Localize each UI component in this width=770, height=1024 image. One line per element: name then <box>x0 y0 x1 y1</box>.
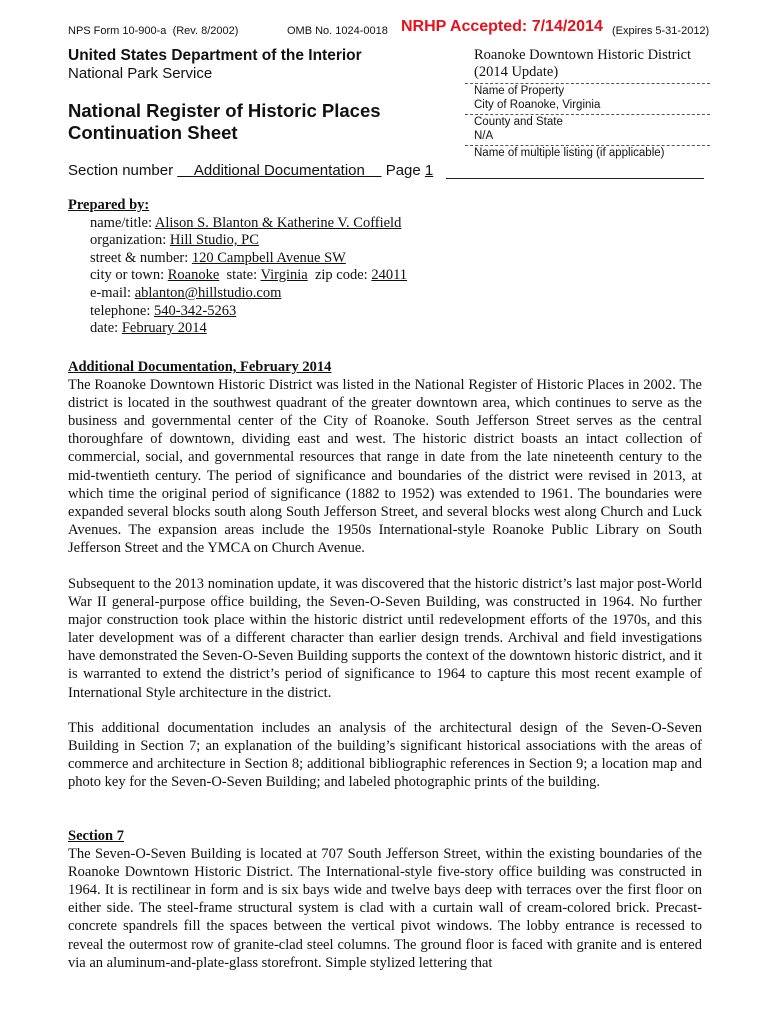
street-value: 120 Campbell Avenue SW <box>191 249 346 266</box>
additional-documentation-heading: Additional Documentation, February 2014 <box>68 359 332 375</box>
department-name: United States Department of the Interior <box>68 47 362 64</box>
prepared-by-block <box>68 197 407 338</box>
section-number-value <box>177 162 381 179</box>
property-name-label: Name of Property <box>465 83 710 98</box>
zip-label: zip code: <box>314 267 368 284</box>
email-value: ablanton@hillstudio.com <box>134 284 282 301</box>
section-number-label: Section number <box>68 162 174 179</box>
page-label: Page <box>385 162 421 179</box>
form-number <box>68 25 238 37</box>
date-label: date: <box>90 320 119 337</box>
additional-paragraph-2: Subsequent to the 2013 nomination update, it was discovered that the historic district’s last major post-World War II general-purpose office building, the Seven-O-Seven Building, was constructed in 1964. No further major construction took place within the historic district until redevelopment efforts of the 1970s, and this later development was of a different character than earlier design trends. Archival and field investigations have demonstrated the Seven-O-Seven Building supports the context of the downtown historic district, and it is warranted to extend the district’s period of significance to 1964 to capture this most recent example of International Style architecture in the district. <box>68 576 702 701</box>
section-7-heading: Section 7 <box>68 828 124 844</box>
county-state-label: County and State <box>465 114 710 129</box>
county-state-value: City of Roanoke, Virginia <box>474 99 601 111</box>
additional-paragraph-1: The Roanoke Downtown Historic District was listed in the National Register of Historic Places in 2002. The district is located in the southwest quadrant of the greater downtown area, which continues to serve as the business and governmental center of the City of Roanoke. South Jefferson Street serves as the central thoroughfare of downtown, dividing east and west. The historic district boasts an intact collection of commercial, social, and governmental resources that range in date from the late nineteenth century to the mid-twentieth century. The period of significance and boundaries of the district were revised in 2013, at which time the original period of significance (1882 to 1952) was extended to 1961. The boundaries were expanded several blocks south along South Jefferson Street, and several blocks west along Church and Luck Avenues. The expansion areas include the 1950s International-style Roanoke Public Library on South Jefferson Street and the YMCA on Church Avenue. <box>68 377 702 556</box>
city-label: city or town: <box>90 267 165 284</box>
prepared-date-line <box>68 320 407 338</box>
multiple-listing-label: Name of multiple listing (if applicable) <box>465 145 710 160</box>
additional-documentation <box>68 358 702 557</box>
state-value: Virginia <box>260 267 308 284</box>
additional-paragraph-2-block <box>68 575 702 702</box>
prepared-city-line <box>68 267 407 285</box>
section-7-paragraph-1: The Seven-O-Seven Building is located at 707 South Jefferson Street, within the existing boundaries of the Roanoke Downtown Historic District. The International-style five-story office building was constructed in 1964. It is rectilinear in form and is six bays wide and twelve bays deep with terraces over the first floor on either side. The steel-frame structural system is clad with a curtain wall of cream-colored brick. Precast-concrete spandrels fill the spaces between the vertical pivot windows. The lobby entrance is recessed to reveal the outermost row of granite-clad steel columns. The ground floor is faced with granite and is entered via an aluminum-and-plate-glass storefront. Simple stylized lettering that <box>68 846 702 971</box>
page-number: 1 <box>424 162 434 179</box>
multiple-listing-value: N/A <box>474 130 494 142</box>
street-label: street & number: <box>90 249 189 266</box>
prepared-org-line <box>68 232 407 250</box>
organization-value: Hill Studio, PC <box>169 232 259 249</box>
property-info-box <box>465 47 710 160</box>
telephone-label: telephone: <box>90 302 151 319</box>
property-name-line1: Roanoke Downtown Historic District <box>474 47 692 63</box>
email-label: e-mail: <box>90 284 132 301</box>
prepared-by-heading: Prepared by: <box>68 197 150 213</box>
form-revision: (Rev. 8/2002) <box>172 25 239 37</box>
register-title <box>68 100 381 144</box>
section-number-value-text: Additional Documentation <box>193 162 365 179</box>
telephone-value: 540-342-5263 <box>154 302 237 319</box>
city-value: Roanoke <box>167 267 220 284</box>
prepared-phone-line <box>68 303 407 321</box>
name-title-value: Alison S. Blanton & Katherine V. Coffield <box>154 214 402 231</box>
section-number-line <box>68 162 433 179</box>
omb-number: OMB No. 1024-0018 <box>287 25 388 37</box>
form-number-text: NPS Form 10-900-a <box>68 25 167 37</box>
organization-label: organization: <box>90 232 167 249</box>
state-label: state: <box>226 267 258 284</box>
register-title-line1: National Register of Historic Places <box>68 100 381 121</box>
name-title-label: name/title: <box>90 214 153 231</box>
prepared-name-line <box>68 215 407 233</box>
service-name: National Park Service <box>68 65 213 82</box>
additional-paragraph-3-block <box>68 719 702 791</box>
property-name-line2: (2014 Update) <box>474 64 559 80</box>
section-rule <box>446 178 704 179</box>
register-title-line2: Continuation Sheet <box>68 122 238 143</box>
property-name <box>465 47 710 81</box>
nrhp-accepted-stamp: NRHP Accepted: 7/14/2014 <box>401 18 603 35</box>
additional-paragraph-3: This additional documentation includes an analysis of the architectural design of the Seven-O-Seven Building in Section 7; an explanation of the building’s significant historical associations with the areas of commerce and architecture in Section 8; additional bibliographic references in Section 9; a location map and photo key for the Seven-O-Seven Building; and labeled photographic prints of the building. <box>68 720 702 791</box>
zip-value: 24011 <box>371 267 408 284</box>
prepared-email-line <box>68 285 407 303</box>
section-7 <box>68 827 702 972</box>
date-value: February 2014 <box>121 320 207 337</box>
expires-date: (Expires 5-31-2012) <box>612 25 710 37</box>
prepared-street-line <box>68 250 407 268</box>
